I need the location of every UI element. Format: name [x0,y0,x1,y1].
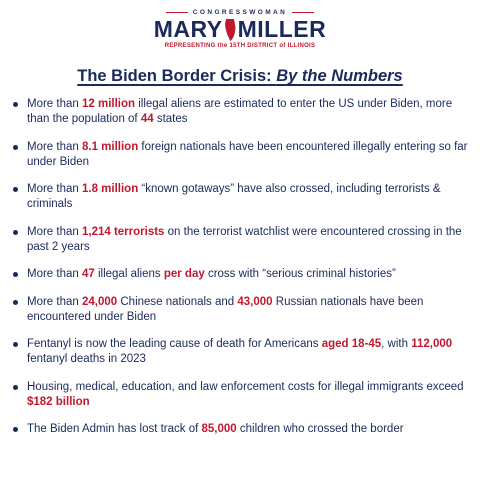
fact-fentanyl [12,337,472,367]
fact-gotaway-total [12,97,472,127]
fact-text: fentanyl deaths in 2023 [27,353,146,365]
tagline-part: of [277,43,288,49]
logo-first-name: MARY [153,16,223,42]
congresswoman-logo [0,8,480,50]
tagline-part: 15TH DISTRICT [229,43,278,49]
bullet-dot [13,272,18,277]
fact-text: More than [27,183,82,195]
fact-text: Housing, medical, education, and law enforcement costs for illegal immigrants exceed [27,380,464,393]
fact-text: More than [27,225,82,238]
fact-highlight: $182 billion [27,395,90,408]
logo-name [0,18,480,41]
fact-highlight: 43,000 [237,295,273,308]
fact-highlight: per day [163,268,205,280]
fact-text: on the terrorist watchlist were encountered crossing in the past 2 years [27,225,462,253]
fact-text: Russian nationals have been encountered under Biden [27,295,424,323]
fact-encounters [12,140,472,170]
fact-foreign-nationals [12,295,472,325]
fact-text: cross with “serious criminal histories” [204,268,396,280]
fact-text: states [153,113,188,125]
fact-text: Chinese nationals and [117,295,238,308]
fact-text: More than [27,98,82,110]
eyebrow-text: CONGRESSWOMAN [192,9,288,16]
tagline-part: ILLINOIS [287,43,316,49]
fact-text: , with [381,338,412,350]
bullet-dot [13,187,18,192]
fact-text: The Biden Admin has lost track of [27,423,202,435]
fact-highlight: 1.8 million [81,183,139,195]
tagline-part: REPRESENTING the [164,43,230,49]
eyebrow-rule-left [166,12,188,13]
fact-highlight: 1,214 terrorists [81,225,165,238]
bullet-dot [13,102,18,107]
fact-highlight: aged 18-45 [321,338,382,350]
logo-last-name: MILLER [237,16,327,42]
fact-highlight: 8.1 million [81,140,139,153]
fact-costs [12,380,472,410]
fact-children [12,422,472,437]
bullet-dot [13,427,18,432]
title-emphasis: By the Numbers [276,67,403,85]
bullet-dot [13,300,18,305]
fact-gotaways [12,182,472,212]
fact-text: More than [27,295,82,308]
fact-text: More than [27,268,82,280]
logo-tagline [0,42,480,50]
fact-criminals-per-day [12,267,472,282]
fact-highlight: 47 [81,268,95,280]
fact-text: “known gotaways” have also crossed, including terrorists & criminals [27,183,441,210]
eyebrow-rule-right [292,12,314,13]
page-title [0,66,480,86]
bullet-dot [13,230,18,235]
bullet-dot [13,145,18,150]
fact-highlight: 112,000 [411,338,453,350]
bullet-dot [13,342,18,347]
fact-highlight: 44 [140,113,154,125]
fact-highlight: 24,000 [81,295,118,308]
fact-terrorists [12,225,472,255]
fact-text: children who crossed the border [236,423,404,435]
facts-list [12,97,472,450]
title-main: The Biden Border Crisis: [77,67,277,85]
fact-text: Fentanyl is now the leading cause of death for Americans [27,338,322,350]
fact-highlight: 12 million [81,98,136,110]
fact-text: More than [27,140,82,153]
title-underline [77,67,402,85]
bullet-dot [13,385,18,390]
fact-text: illegal aliens [94,268,164,280]
fact-highlight: 85,000 [201,423,237,435]
fact-text: foreign nationals have been encountered illegally entering so far under Biden [27,140,468,168]
fact-text: illegal aliens are estimated to enter the US under Biden, more than the population of [27,98,453,125]
illinois-state-icon [225,19,236,41]
